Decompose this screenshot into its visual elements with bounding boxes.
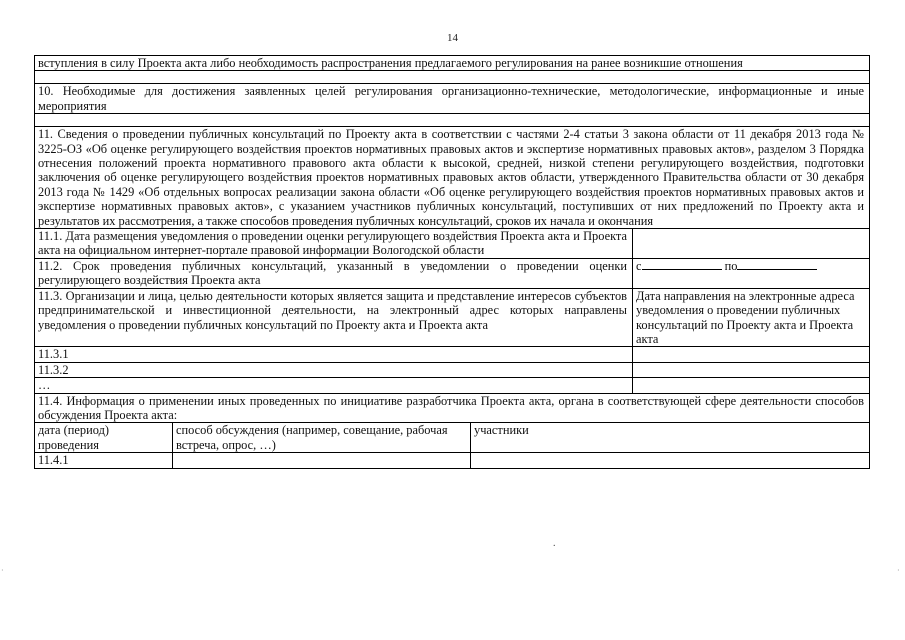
col-header-date: дата (период) проведения: [35, 423, 173, 453]
row-empty: [35, 71, 870, 84]
row-empty: [35, 114, 870, 127]
row-11-3-2-value: [633, 362, 870, 377]
row-11-3-2: 11.3.2: [35, 362, 633, 377]
range-to-label: по: [724, 258, 738, 273]
row-11-3-1: 11.3.1: [35, 347, 633, 362]
row-11-4-1-participants: [471, 453, 870, 468]
section-11-3-right-header: Дата направления на электронные адреса уведомления о проведении публичных консультаций по Проекту акта и Проекта акта: [633, 288, 870, 347]
section-11-1-value: [633, 229, 870, 259]
section-11-2-label: 11.2. Срок проведения публичных консультаций, указанный в уведомлении о проведении оценки регулирующего воздействия Проекта акта: [35, 258, 633, 288]
col-header-participants: участники: [471, 423, 870, 453]
row-11-3-1-value: [633, 347, 870, 362]
page-number: 14: [447, 32, 458, 44]
row-11-4-1-method: [173, 453, 471, 468]
document-table: [34, 55, 870, 469]
section-11-2-range: [633, 258, 870, 288]
range-to-blank: [737, 259, 817, 270]
scan-mark: ·: [897, 566, 900, 575]
row-11-3-more-value: [633, 378, 870, 393]
section-11-1-label: 11.1. Дата размещения уведомления о проведении оценки регулирующего воздействия Проекта акта и Проекта акта на официальном интернет-портале правовой информации Вологодской области: [35, 229, 633, 259]
scan-mark: .: [553, 538, 556, 549]
range-from-label: с: [636, 258, 642, 273]
row-top-continuation: вступления в силу Проекта акта либо необходимость распространения предлагаемого регулирования на ранее возникшие отношения: [35, 56, 870, 71]
row-11-3-more: …: [35, 378, 633, 393]
row-11-4-1: 11.4.1: [35, 453, 173, 468]
section-11-heading: 11. Сведения о проведении публичных консультаций по Проекту акта в соответствии с частями 2-4 статьи 3 закона области от 11 декабря 2013 года № 3225-ОЗ «Об оценке регулирующего воздействия проектов нормативных правовых актов и экспертизе нормативных правовых актов», разделом 3 Порядка отнесения положений проекта нормативного правового акта области к высокой, средней, низкой степени регулирующего воздействия, подготовки заключения об оценке регулирующего воздействия проектов нормативных правовых актов области, утвержденного Правительства области от 30 декабря 2013 года № 1429 «Об отдельных вопросах реализации закона области «Об оценке регулирующего воздействия проектов нормативных правовых актов и экспертизе нормативных правовых актов», с указанием участников публичных консультаций, поступивших от них предложений по Проекту акта и результатов их рассмотрения, а также способов проведения публичных консультаций, сроков их начала и окончания: [35, 127, 870, 229]
col-header-method: способ обсуждения (например, совещание, рабочая встреча, опрос, …): [173, 423, 471, 453]
section-11-3-label: 11.3. Организации и лица, целью деятельности которых является защита и представление интересов субъектов предпринимательской и инвестиционной деятельности, на электронный адрес которых направлены уведомления о проведении публичных консультаций по Проекту акта и Проекта акта: [35, 288, 633, 347]
section-11-4-heading: 11.4. Информация о применении иных проведенных по инициативе разработчика Проекта акта, органа в соответствующей сфере деятельности способов обсуждения Проекта акта:: [35, 393, 870, 423]
range-from-blank: [642, 259, 722, 270]
section-10-heading: 10. Необходимые для достижения заявленных целей регулирования организационно-технические, методологические, информационные и иные мероприятия: [35, 84, 870, 114]
scan-mark: ·: [1, 566, 4, 575]
